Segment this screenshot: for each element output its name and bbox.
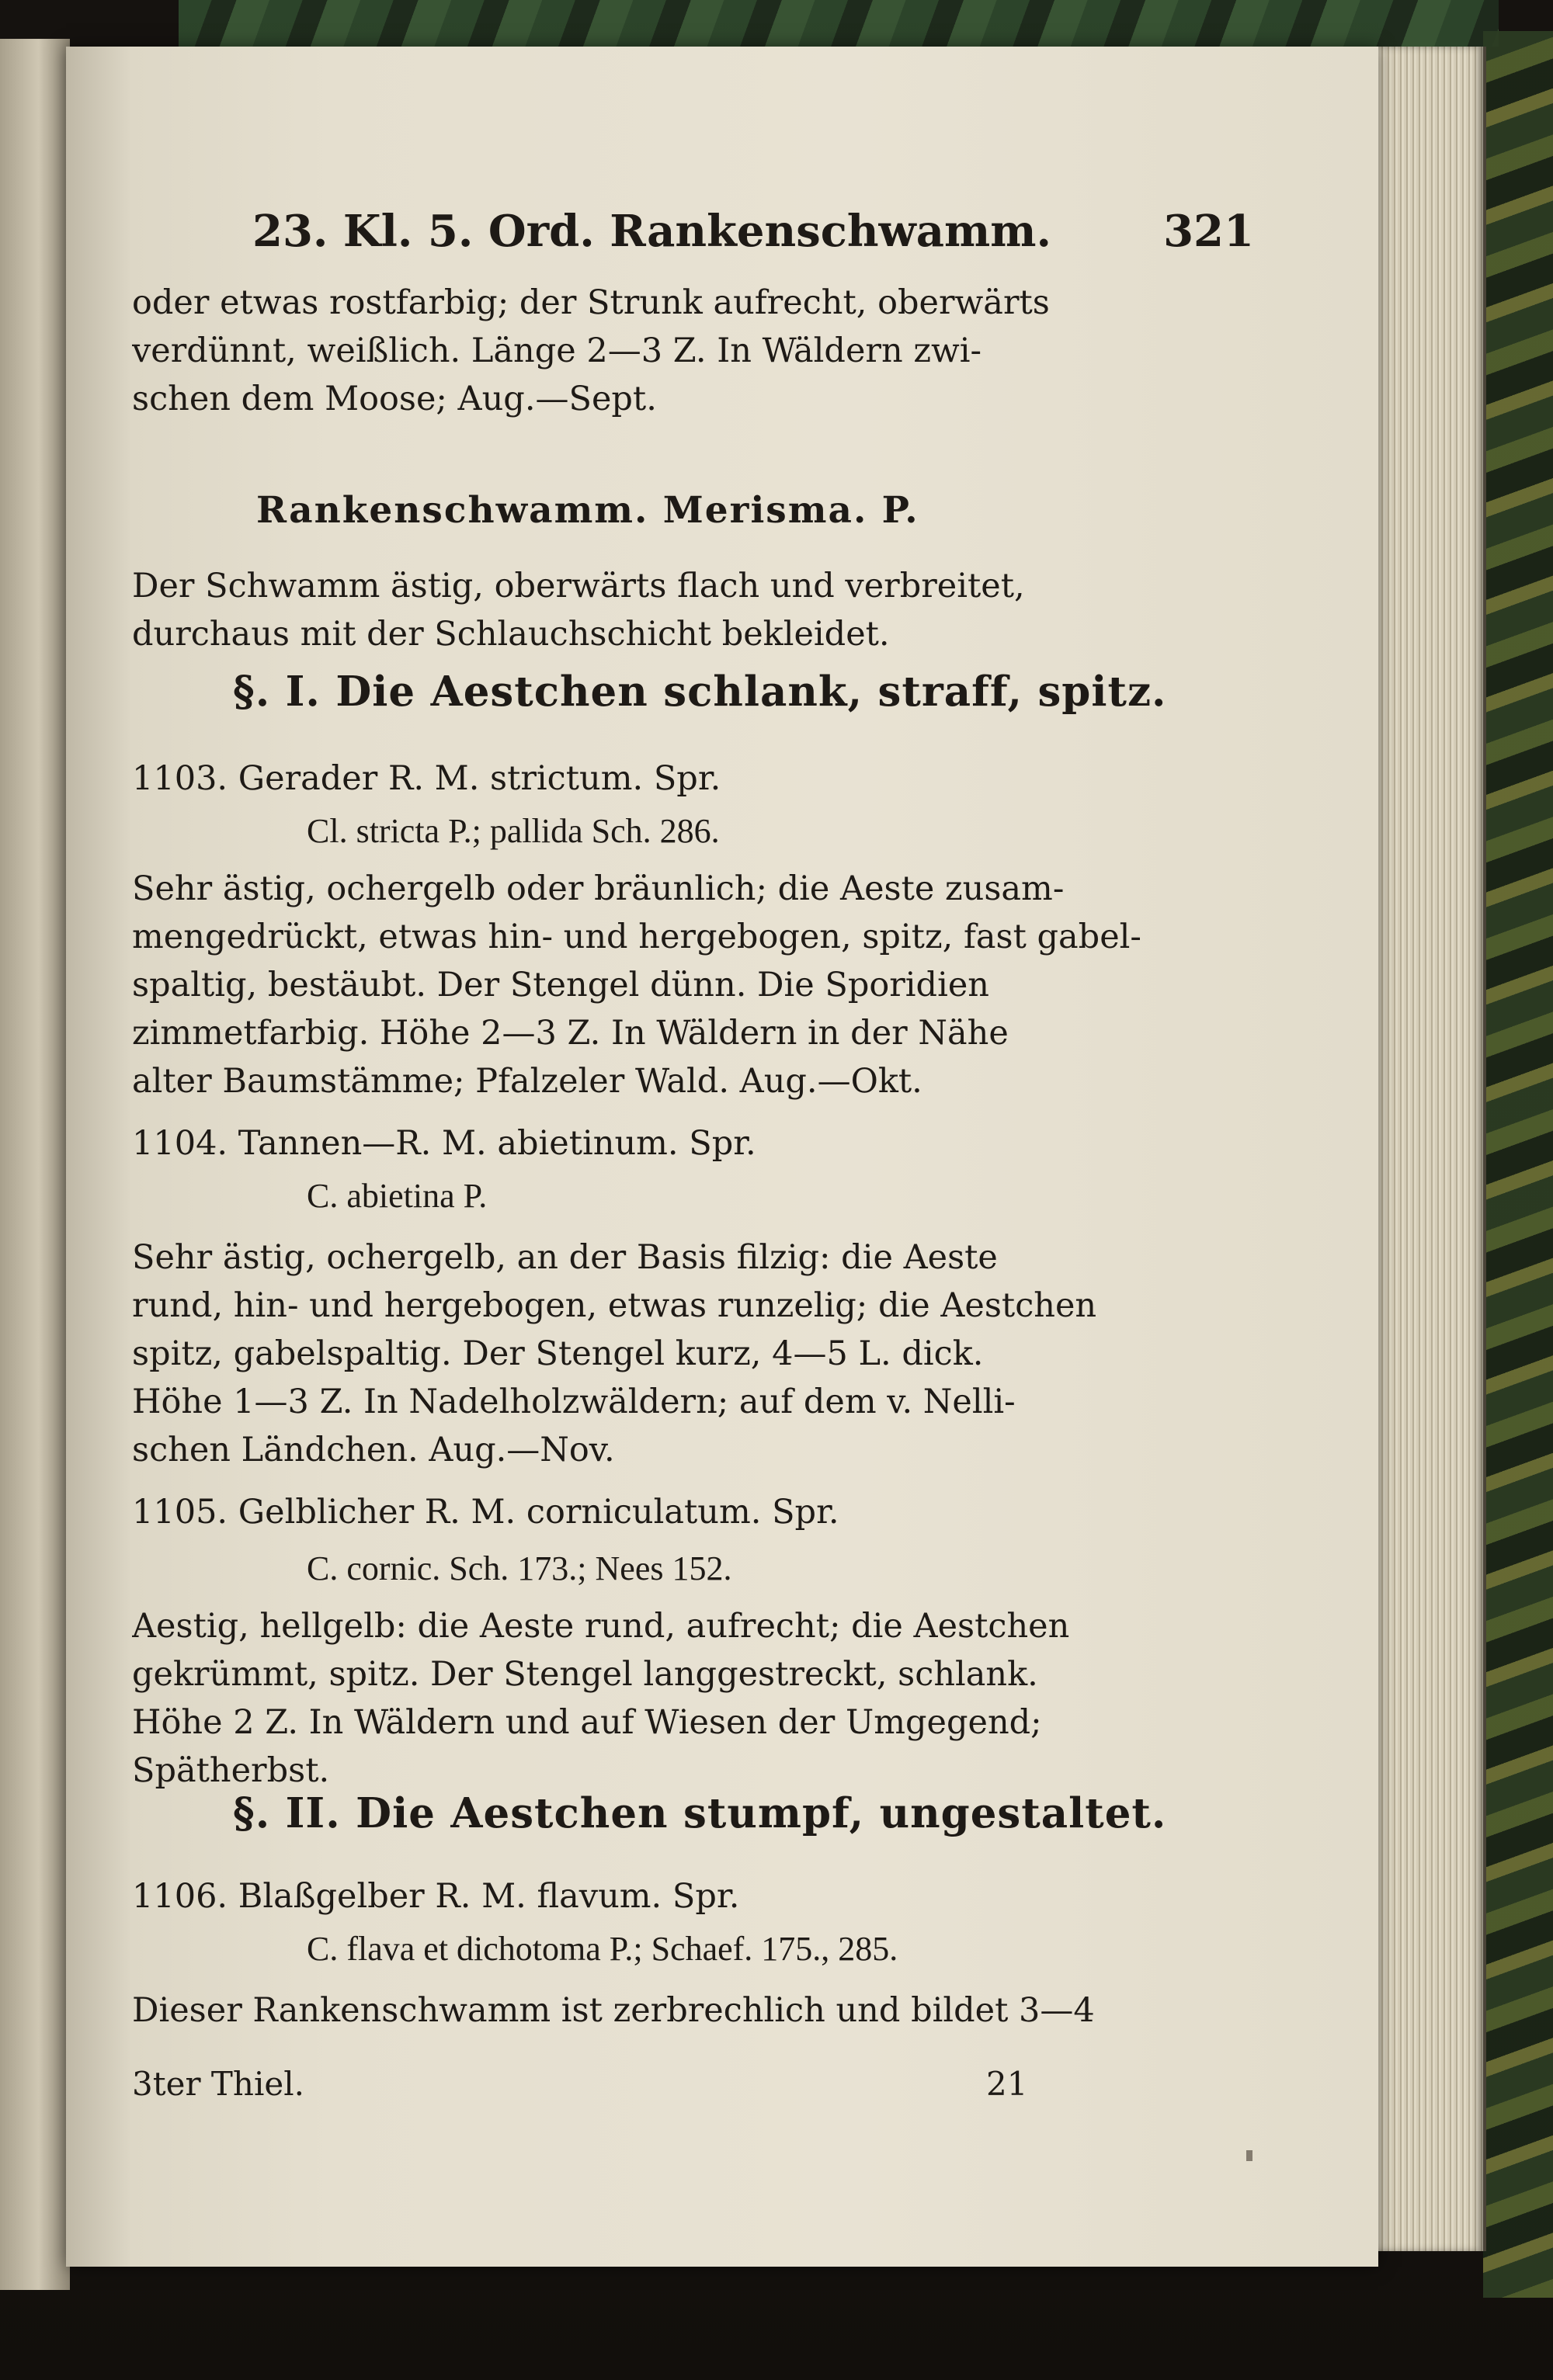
entry-desc-line: rund, hin- und hergebogen, etwas runzelig; die Aestchen: [132, 1285, 1097, 1325]
entry-desc-line: schen Ländchen. Aug.—Nov.: [132, 1430, 615, 1469]
entry-1106-head: 1106. Blaßgelber R. M. flavum. Spr.: [132, 1877, 740, 1916]
signature-line: [132, 2065, 1258, 2103]
entry-desc-line: Höhe 2 Z. In Wäldern und auf Wiesen der Umgegend;: [132, 1702, 1042, 1742]
running-header: [182, 206, 1262, 276]
section-heading-1: §. I. Die Aestchen schlank, straff, spitz.: [233, 668, 1167, 716]
signature-number: 21: [986, 2065, 1028, 2103]
entry-desc-line: Höhe 1—3 Z. In Nadelholzwäldern; auf dem v. Nelli-: [132, 1382, 1016, 1421]
entry-desc-line: Sehr ästig, ochergelb, an der Basis filzig: die Aeste: [132, 1238, 998, 1277]
genus-desc-line: Der Schwamm ästig, oberwärts flach und verbreitet,: [132, 567, 1025, 605]
entry-1106-synonym: C. flava et dichotoma P.; Schaef. 175., 285.: [307, 1930, 898, 1968]
entry-desc-line: zimmetfarbig. Höhe 2—3 Z. In Wäldern in der Nähe: [132, 1013, 1009, 1053]
entry-desc-line: Spätherbst.: [132, 1750, 330, 1790]
entry-1106-description: [132, 1987, 1258, 2035]
book-cover-edge-right: [1483, 31, 1553, 2298]
entry-1103-synonym: Cl. stricta P.; pallida Sch. 286.: [307, 812, 720, 850]
entry-1103-head: 1103. Gerader R. M. strictum. Spr.: [132, 759, 721, 798]
entry-desc-line: spaltig, bestäubt. Der Stengel dünn. Die Sporidien: [132, 965, 989, 1004]
entry-desc-line: alter Baumstämme; Pfalzeler Wald. Aug.—Okt.: [132, 1061, 922, 1101]
genus-description: [132, 563, 1258, 659]
genus-heading: Rankenschwamm. Merisma. P.: [256, 489, 919, 532]
intro-line: verdünnt, weißlich. Länge 2—3 Z. In Wäldern zwi-: [132, 331, 982, 370]
book-cover-edge-top: [179, 0, 1499, 47]
intro-line: schen dem Moose; Aug.—Sept.: [132, 379, 657, 418]
entry-desc-line: spitz, gabelspaltig. Der Stengel kurz, 4—5 L. dick.: [132, 1334, 984, 1373]
entry-desc-line: Dieser Rankenschwamm ist zerbrechlich und bildet 3—4: [132, 1991, 1095, 2030]
entry-1105-synonym: C. cornic. Sch. 173.; Nees 152.: [307, 1549, 732, 1587]
page-number: 321: [1163, 206, 1254, 257]
ink-speck: [1246, 2150, 1252, 2161]
signature-left: 3ter Thiel.: [132, 2065, 305, 2103]
entry-1105-description: [132, 1603, 1258, 1795]
left-page-edge: [0, 39, 70, 2290]
entry-1104-synonym: C. abietina P.: [307, 1177, 488, 1215]
entry-1104-description: [132, 1234, 1258, 1475]
running-title: 23. Kl. 5. Ord. Rankenschwamm.: [252, 206, 1052, 257]
entry-1105-head: 1105. Gelblicher R. M. corniculatum. Spr.: [132, 1493, 839, 1532]
intro-line: oder etwas rostfarbig; der Strunk aufrecht, oberwärts: [132, 283, 1050, 322]
entry-desc-line: Aestig, hellgelb: die Aeste rund, aufrecht; die Aestchen: [132, 1607, 1070, 1646]
entry-desc-line: gekrümmt, spitz. Der Stengel langgestreckt, schlank.: [132, 1654, 1038, 1694]
genus-desc-line: durchaus mit der Schlauchschicht bekleidet.: [132, 614, 890, 654]
intro-paragraph: [132, 279, 1258, 424]
entry-1104-head: 1104. Tannen—R. M. abietinum. Spr.: [132, 1124, 756, 1163]
page-block-edges: [1367, 47, 1486, 2251]
entry-1103-description: [132, 866, 1258, 1106]
entry-desc-line: Sehr ästig, ochergelb oder bräunlich; die Aeste zusam-: [132, 869, 1065, 908]
entry-desc-line: mengedrückt, etwas hin- und hergebogen, spitz, fast gabel-: [132, 917, 1141, 956]
section-heading-2: §. II. Die Aestchen stumpf, ungestaltet.: [233, 1789, 1167, 1837]
book-page: [66, 47, 1378, 2267]
